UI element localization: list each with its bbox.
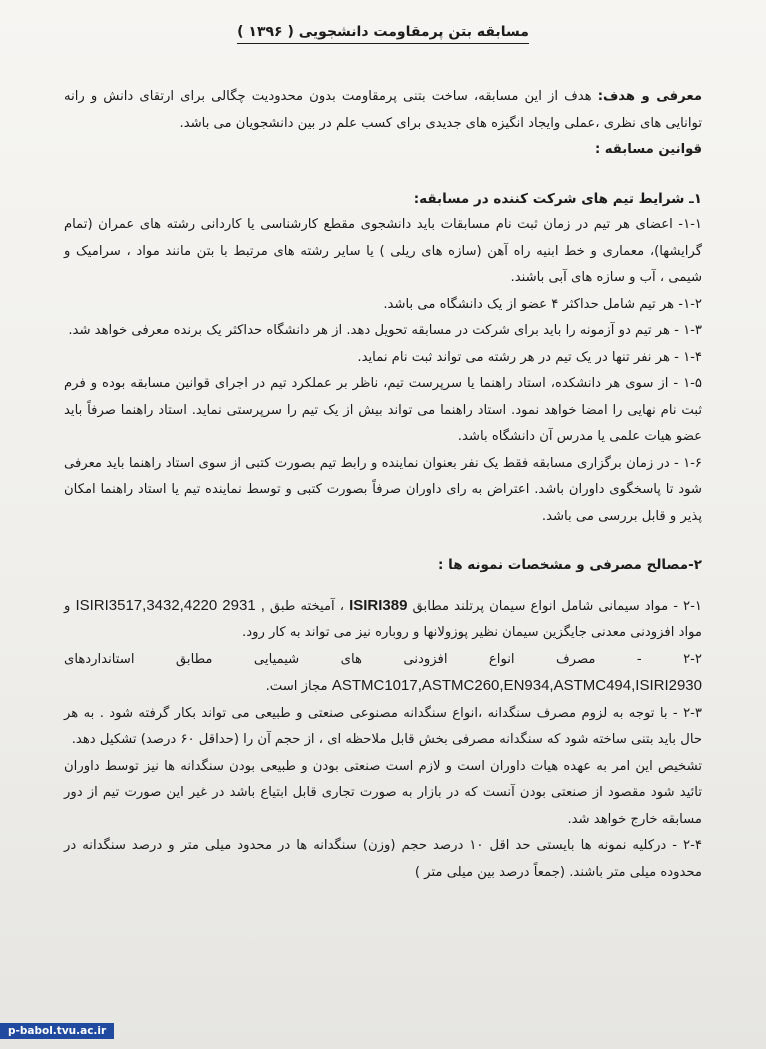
- section1-heading: ۱ـ شرایط تیم های شرکت کننده در مسابقه:: [413, 190, 702, 207]
- standard-code: ISIRI389: [349, 596, 408, 614]
- section2-item-3-note: تشخیص این امر به عهده هیات داوران است و لازم است صنعتی بودن و طبیعی بودن سنگدانه ها نیز توسط داوران تائید شود مقصود از صنعتی بودن آنست که در بازار به صورت تجاری قابل ابتیاع باشد در غیر این صورت تیم از دور مسابقه خارج خواهد شد.: [64, 758, 702, 827]
- section1-item-1: ۱-۱- اعضای هر تیم در زمان ثبت نام مسابقات باید دانشجوی مقطع کارشناسی یا کاردانی رشته های عمران (تمام گرایشها)، معماری و خط ابنیه راه آهن (سازه های ریلی ) یا سایر رشته های مرتبط با بتن مانند مواد ، سرامیک و شیمی ، آب و سازه های آبی باشند.: [64, 217, 702, 285]
- intro-label: معرفی و هدف:: [597, 89, 702, 104]
- section2-item-1: ۲-۱ - مواد سیمانی شامل انواع سیمان پرتلند مطابق ISIRI389 ، آمیخته طبق 2931 , ISIRI3517,3432,4220 و مواد افزودنی معدنی جایگزین سیمان نظیر پوزولانها و روباره نیز می تواند به کار رود.: [64, 596, 702, 640]
- intro-text: هدف از این مسابقه، ساخت بتنی پرمقاومت بدون محدودیت چگالی برای ارتقای دانش و رانه توانایی های نظری ،عملی وایجاد انگیزه های جدیدی برای کسب علم در بین دانشجویان می باشد.: [64, 89, 702, 131]
- section2-item-3: ۲-۳ - با توجه به لزوم مصرف سنگدانه ،انواع سنگدانه مصنوعی صنعتی و طبیعی می تواند بکار گرفته شود . به هر حال باید بتنی ساخته شود که سنگدانه مصرفی بخش قابل ملاحظه ای ، از حجم آن را (حداقل ۶۰ درصد) تشکیل دهد.: [64, 705, 702, 747]
- section2-heading: ۲-مصالح مصرفی و مشخصات نمونه ها :: [438, 557, 702, 573]
- section1-item-6: ۱-۶ - در زمان برگزاری مسابقه فقط یک نفر بعنوان نماینده و رابط تیم بصورت کتبی از سوی استاد راهنما باید معرفی شود تا پاسخگوی داوران باشد. اعتراض به رای داوران صرفاً بصورت کتبی و توسط نماینده تیم یا استاد راهنما امکان پذیر و قابل بررسی می باشد.: [64, 455, 702, 524]
- standard-code: 2931 ,: [222, 596, 265, 614]
- section1-item-4: ۱-۴ - هر نفر تنها در یک تیم در هر رشته می تواند ثبت نام نماید.: [357, 349, 702, 365]
- section2-item-2: ۲-۲ - مصرف انواع افزودنی های شیمیایی مطابق استانداردهای ASTMC1017,ASTMC260,EN934,ASTMC494,ISIRI2930 مجاز است.: [64, 651, 702, 694]
- standard-code: ISIRI3517,3432,4220: [75, 596, 218, 614]
- section1-item-2: ۱-۲- هر تیم شامل حداکثر ۴ عضو از یک دانشگاه می باشد.: [383, 296, 702, 312]
- standard-codes: ASTMC1017,ASTMC260,EN934,ASTMC494,ISIRI2930: [331, 677, 702, 694]
- section1-item-5: ۱-۵ - از سوی هر دانشکده، استاد راهنما یا سرپرست تیم، ناظر بر عملکرد تیم در اجرای قوانین مسابقه بوده و فرم ثبت نام نهایی را امضا خواهد نمود. استاد راهنما می تواند بیش از یک تیم را سرپرستی نماید. استاد راهنما صرفاً باید عضو هیات علمی یا مدرس آن دانشگاه باشد.: [64, 376, 702, 444]
- intro-paragraph: [64, 84, 702, 137]
- rules-heading: قوانین مسابقه :: [594, 142, 702, 157]
- section2-item-4: ۲-۴ - درکلیه نمونه ها بایستی حد اقل ۱۰ درصد حجم (وزن) سنگدانه ها در محدود میلی متر و درصد سنگدانه در محدوده میلی متر باشند. (جمعاً درصد بین میلی متر ): [64, 838, 702, 880]
- source-url-badge: p-babol.tvu.ac.ir: [0, 1023, 114, 1039]
- section1-item-3: ۱-۳ - هر تیم دو آزمونه را باید برای شرکت در مسابقه تحویل دهد. از هر دانشگاه حداکثر یک برنده معرفی خواهد شد.: [68, 323, 702, 338]
- document-title: مسابقه بتن پرمقاومت دانشجویی ( ۱۳۹۶ ): [64, 24, 702, 40]
